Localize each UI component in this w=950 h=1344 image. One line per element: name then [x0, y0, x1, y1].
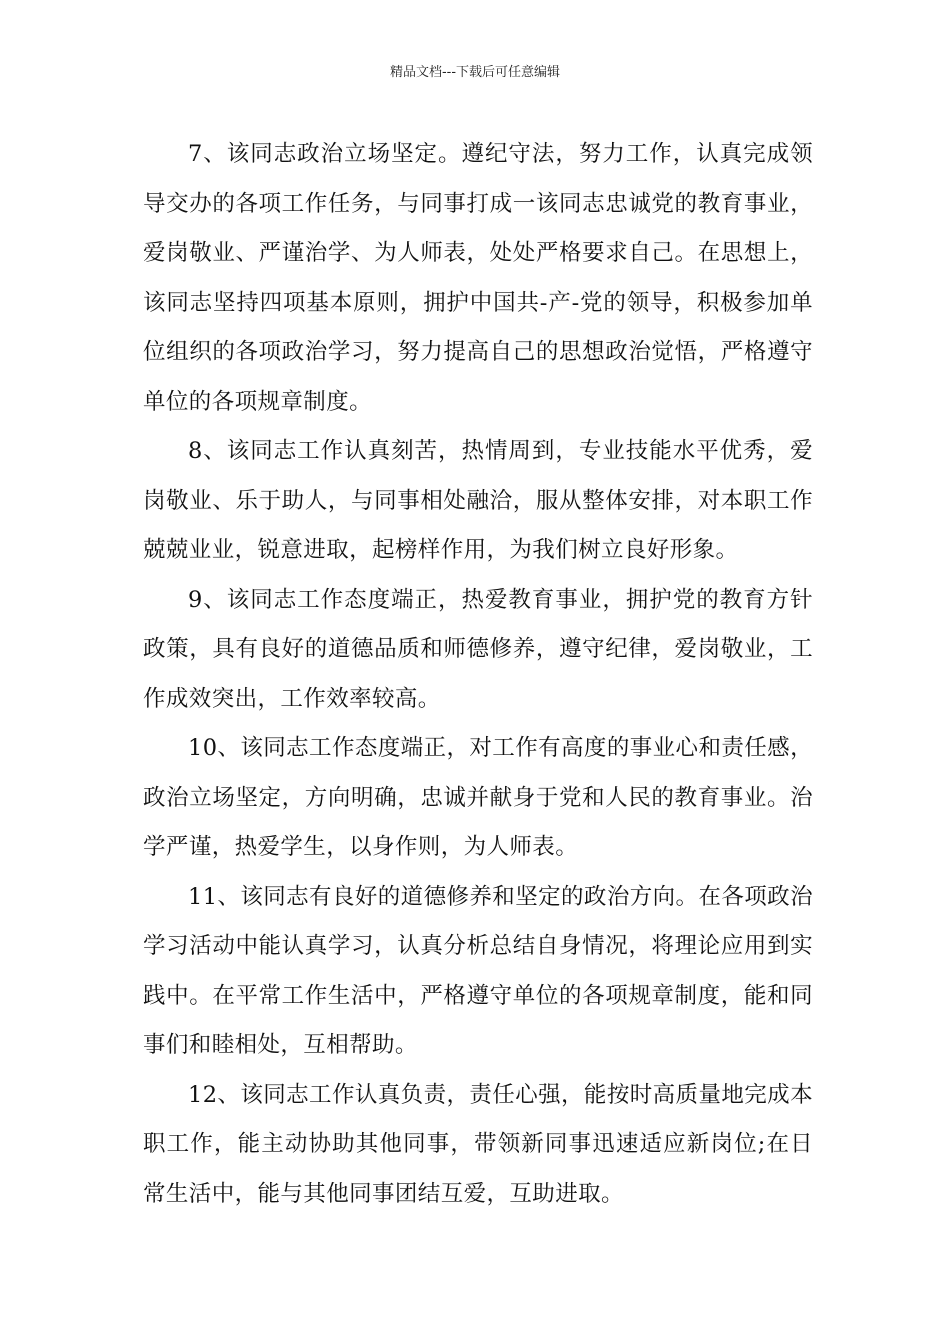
paragraph-8: 8、该同志工作认真刻苦，热情周到，专业技能水平优秀，爱岗敬业、乐于助人，与同事相处融洽，服从整体安排，对本职工作兢兢业业，锐意进取，起榜样作用，为我们树立良好形象。	[143, 438, 813, 563]
paragraph-10: 10、该同志工作态度端正，对工作有高度的事业心和责任感，政治立场坚定，方向明确，忠诚并献身于党和人民的教育事业。治学严谨，热爱学生，以身作则，为人师表。	[143, 735, 813, 860]
paragraph-9: 9、该同志工作态度端正，热爱教育事业，拥护党的教育方针政策，具有良好的道德品质和师德修养，遵守纪律，爱岗敬业，工作成效突出，工作效率较高。	[143, 586, 813, 712]
document-body	[143, 130, 813, 1219]
page-header: 精品文档---下载后可任意编辑	[389, 65, 561, 80]
paragraph-12: 12、该同志工作认真负责，责任心强，能按时高质量地完成本职工作，能主动协助其他同事，带领新同事迅速适应新岗位;在日常生活中，能与其他同事团结互爱，互助进取。	[143, 1081, 813, 1207]
paragraph-11: 11、该同志有良好的道德修养和坚定的政治方向。在各项政治学习活动中能认真学习，认真分析总结自身情况，将理论应用到实践中。在平常工作生活中，严格遵守单位的各项规章制度，能和同事们和睦相处，互相帮助。	[143, 883, 813, 1058]
paragraph-7: 7、该同志政治立场坚定。遵纪守法，努力工作，认真完成领导交办的各项工作任务，与同事打成一该同志忠诚党的教育事业，爱岗敬业、严谨治学、为人师表，处处严格要求自己。在思想上，该同志坚持四项基本原则，拥护中国共-产-党的领导，积极参加单位组织的各项政治学习，努力提高自己的思想政治觉悟，严格遵守单位的各项规章制度。	[143, 141, 813, 415]
